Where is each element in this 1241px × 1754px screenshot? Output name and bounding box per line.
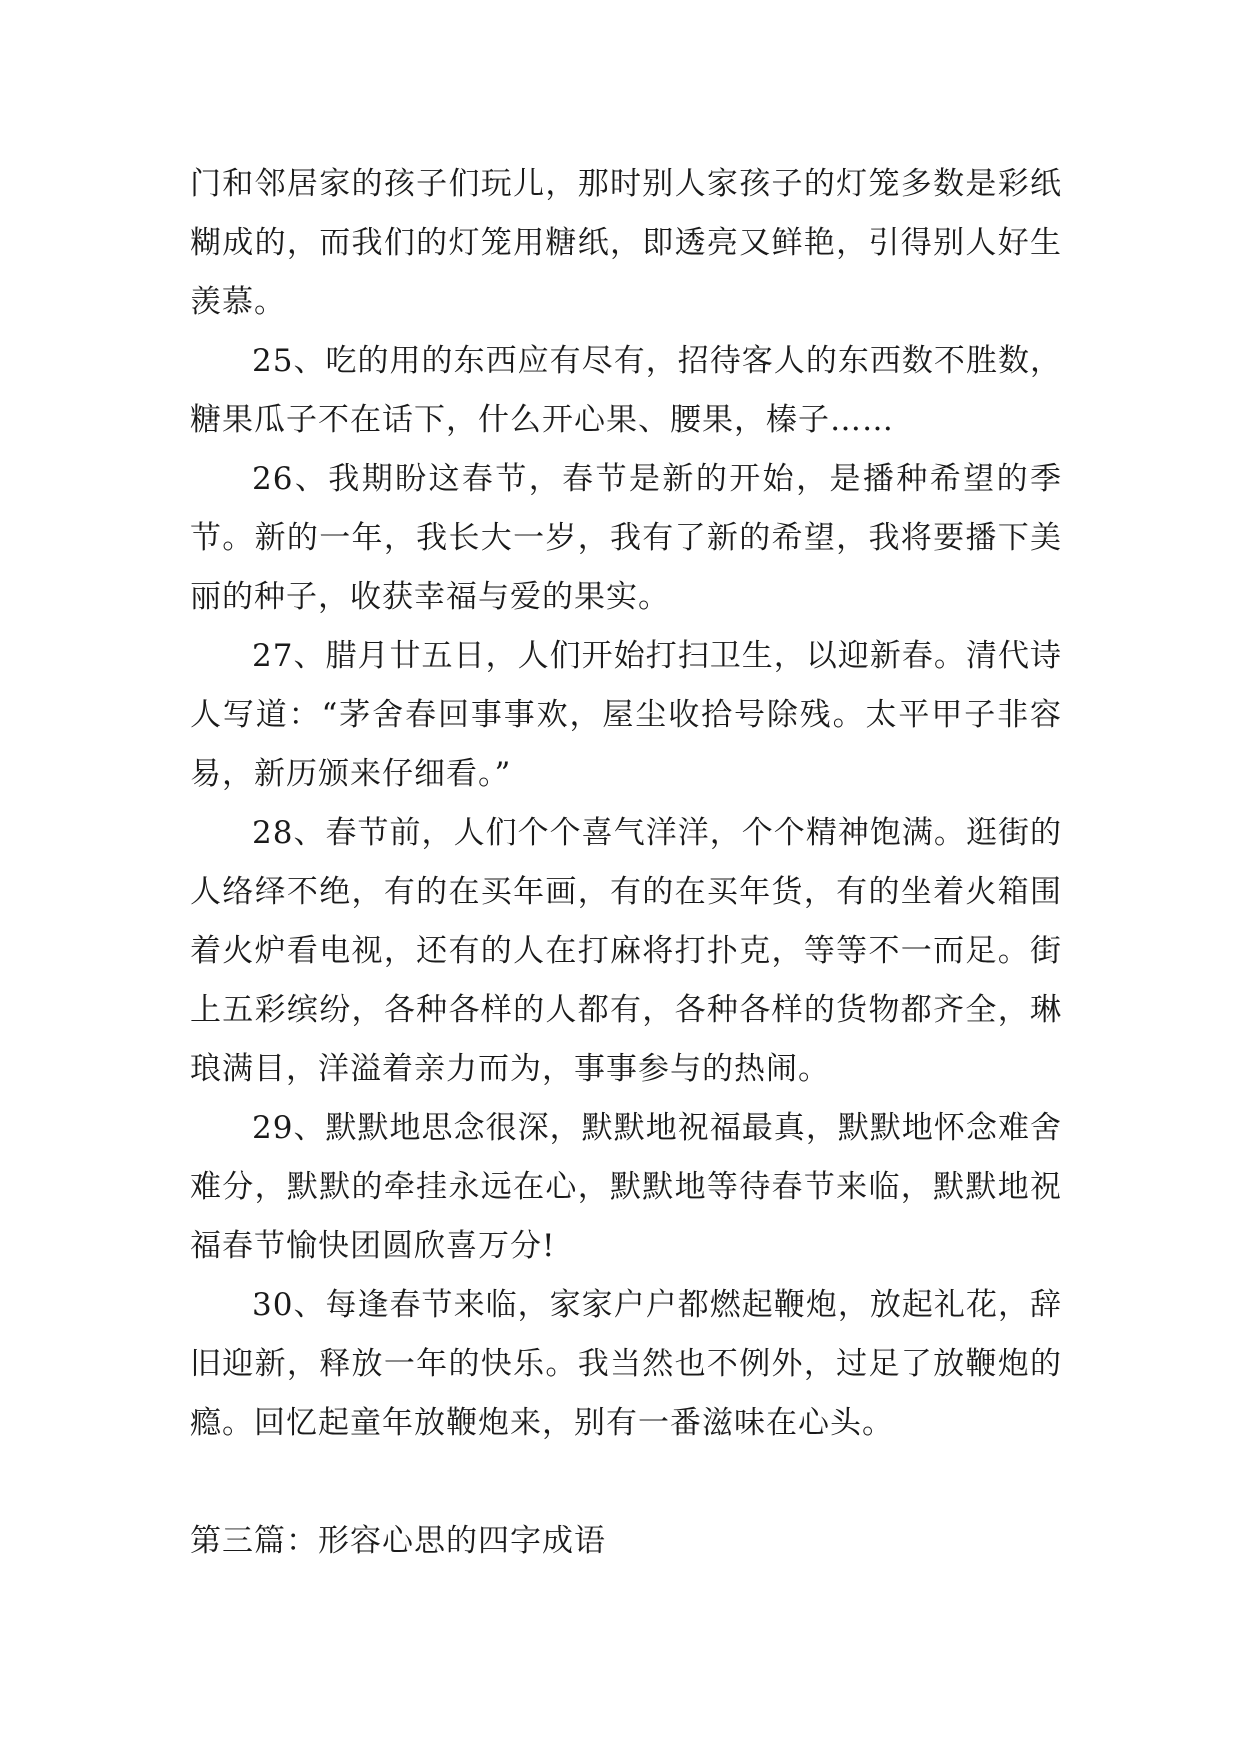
paragraph-30: 30、每逢春节来临，家家户户都燃起鞭炮，放起礼花，辞旧迎新，释放一年的快乐。我当然也不例外，过足了放鞭炮的瘾。回忆起童年放鞭炮来，别有一番滋味在心头。 — [190, 1287, 1062, 1441]
paragraph-25: 25、吃的用的东西应有尽有，招待客人的东西数不胜数，糖果瓜子不在话下，什么开心果、腰果，榛子…… — [190, 343, 1062, 438]
paragraph-26: 26、我期盼这春节，春节是新的开始，是播种希望的季节。新的一年，我长大一岁，我有了新的希望，我将要播下美丽的种子，收获幸福与爱的果实。 — [190, 461, 1062, 615]
section-title: 第三篇：形容心思的四字成语 — [190, 1523, 606, 1559]
paragraph-29: 29、默默地思念很深，默默地祝福最真，默默地怀念难舍难分，默默的牵挂永远在心，默默地等待春节来临，默默地祝福春节愉快团圆欣喜万分! — [190, 1110, 1062, 1264]
document-body — [190, 155, 1062, 1571]
paragraph-28: 28、春节前，人们个个喜气洋洋，个个精神饱满。逛街的人络绎不绝，有的在买年画，有的在买年货，有的坐着火箱围着火炉看电视，还有的人在打麻将打扑克，等等不一而足。街上五彩缤纷，各种各样的人都有，各种各样的货物都齐全，琳琅满目，洋溢着亲力而为，事事参与的热闹。 — [190, 815, 1062, 1087]
paragraph-27: 27、腊月廿五日，人们开始打扫卫生，以迎新春。清代诗人写道：“茅舍春回事事欢，屋尘收拾号除残。太平甲子非容易，新历颁来仔细看。” — [190, 638, 1062, 792]
paragraph-continuation: 门和邻居家的孩子们玩儿，那时别人家孩子的灯笼多数是彩纸糊成的，而我们的灯笼用糖纸，即透亮又鲜艳，引得别人好生羡慕。 — [190, 166, 1062, 320]
